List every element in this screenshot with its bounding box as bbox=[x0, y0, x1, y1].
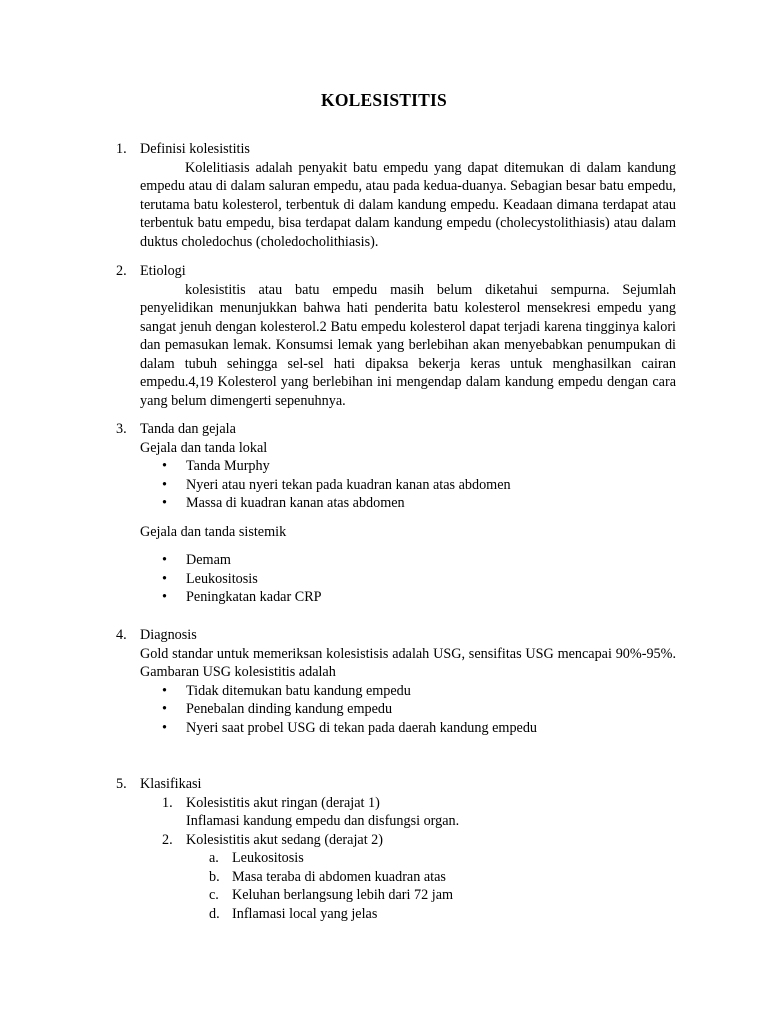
section-title: Etiologi bbox=[140, 263, 186, 279]
list-item: • Demam bbox=[162, 552, 231, 568]
section-number: 3. bbox=[116, 421, 127, 437]
bullet-icon: • bbox=[162, 476, 167, 493]
list-item: • Tanda Murphy bbox=[162, 458, 270, 474]
document-title: KOLESISTITIS bbox=[321, 90, 447, 110]
list-item: • Leukositosis bbox=[162, 570, 258, 587]
section-klasifikasi bbox=[116, 775, 676, 923]
section-diagnosis bbox=[116, 626, 676, 737]
list-item: a. Leukositosis bbox=[209, 850, 304, 866]
list-item bbox=[140, 794, 676, 831]
section-heading bbox=[116, 420, 676, 439]
section-paragraph: Kolelitiasis adalah penyakit batu empedu yang dapat ditemukan di dalam kandung empedu atau di dalam saluran empedu, atau pada kedua-duanya. Sebagian besar batu empedu, terutama batu kolesterol, terbentuk di dalam kandung empedu. Keadaan dimana terdapat atau terbentuk batu empedu, bisa terdapat dalam kandung empedu (cholecystolithiasis) atau dalam duktus choledochus (choledocholithiasis). bbox=[140, 159, 676, 250]
section-title: Diagnosis bbox=[140, 627, 197, 643]
section-heading bbox=[116, 775, 676, 794]
local-symptom-list bbox=[140, 457, 676, 513]
list-item: • Tidak ditemukan batu kandung empedu bbox=[162, 682, 411, 699]
classification-description: Inflamasi kandung empedu dan disfungsi organ. bbox=[186, 813, 460, 829]
list-item: c. Keluhan berlangsung lebih dari 72 jam bbox=[209, 887, 454, 903]
section-etiologi bbox=[116, 262, 676, 410]
section-tanda-gejala bbox=[116, 420, 676, 607]
list-item bbox=[140, 831, 676, 924]
classification-label: Kolesistitis akut ringan (derajat 1) bbox=[186, 794, 380, 811]
section-title: Definisi kolesistitis bbox=[140, 141, 250, 157]
section-heading bbox=[116, 262, 676, 281]
list-item: • Peningkatan kadar CRP bbox=[162, 589, 322, 605]
bullet-icon: • bbox=[162, 458, 167, 474]
list-item: • Nyeri atau nyeri tekan pada kuadran kanan atas abdomen bbox=[162, 476, 511, 493]
list-item: b. Masa teraba di abdomen kuadran atas bbox=[209, 868, 446, 885]
section-heading bbox=[116, 140, 676, 159]
section-number: 1. bbox=[116, 141, 127, 157]
item-number: 1. bbox=[162, 794, 173, 811]
list-item: • Nyeri saat probel USG di tekan pada daerah kandung empedu bbox=[162, 719, 538, 736]
section-title: Tanda dan gejala bbox=[140, 421, 236, 437]
section-number: 2. bbox=[116, 263, 127, 279]
list-item: • Penebalan dinding kandung empedu bbox=[162, 701, 393, 717]
section-paragraph: kolesistitis atau batu empedu masih belum diketahui sempurna. Sejumlah penyelidikan menunjukkan bahwa hati penderita batu kolesterol mensekresi empedu yang sangat jenuh dengan kolesterol.2 Batu empedu kolesterol dapat terjadi karena tingginya kalori dan pemasukan lemak. Konsumsi lemak yang berlebihan akan menyebabkan penumpukan di dalam tubuh sehingga sel-sel hati dipaksa bekerja keras untuk menghasilkan cairan empedu.4,19 Kolesterol yang berlebihan ini mengendap dalam kandung empedu dengan cara yang belum dimengerti sepenuhnya. bbox=[140, 281, 676, 409]
section-title: Klasifikasi bbox=[140, 776, 202, 792]
list-item: • Massa di kuadran kanan atas abdomen bbox=[162, 495, 405, 511]
bullet-icon: • bbox=[162, 682, 167, 699]
diagnosis-list bbox=[140, 682, 676, 738]
classification-label: Kolesistitis akut sedang (derajat 2) bbox=[186, 831, 383, 848]
section-paragraph: Gold standar untuk memeriksan kolesistisis adalah USG, sensifitas USG mencapai 90%-95%. Gambaran USG kolesistitis adalah bbox=[140, 645, 676, 680]
bullet-icon: • bbox=[162, 552, 167, 568]
list-item: d. Inflamasi local yang jelas bbox=[209, 905, 378, 922]
systemic-symptom-list bbox=[140, 551, 676, 607]
classification-list bbox=[140, 794, 676, 924]
section-number: 5. bbox=[116, 776, 127, 792]
section-number: 4. bbox=[116, 627, 127, 643]
criteria-list bbox=[186, 849, 676, 923]
subheading-local: Gejala dan tanda lokal bbox=[140, 439, 268, 456]
bullet-icon: • bbox=[162, 719, 167, 736]
bullet-icon: • bbox=[162, 701, 167, 717]
bullet-icon: • bbox=[162, 495, 167, 511]
section-definisi bbox=[116, 140, 676, 251]
bullet-icon: • bbox=[162, 570, 167, 587]
subheading-systemic: Gejala dan tanda sistemik bbox=[140, 523, 287, 540]
item-number: 2. bbox=[162, 831, 173, 848]
section-heading bbox=[116, 626, 676, 645]
bullet-icon: • bbox=[162, 589, 167, 605]
